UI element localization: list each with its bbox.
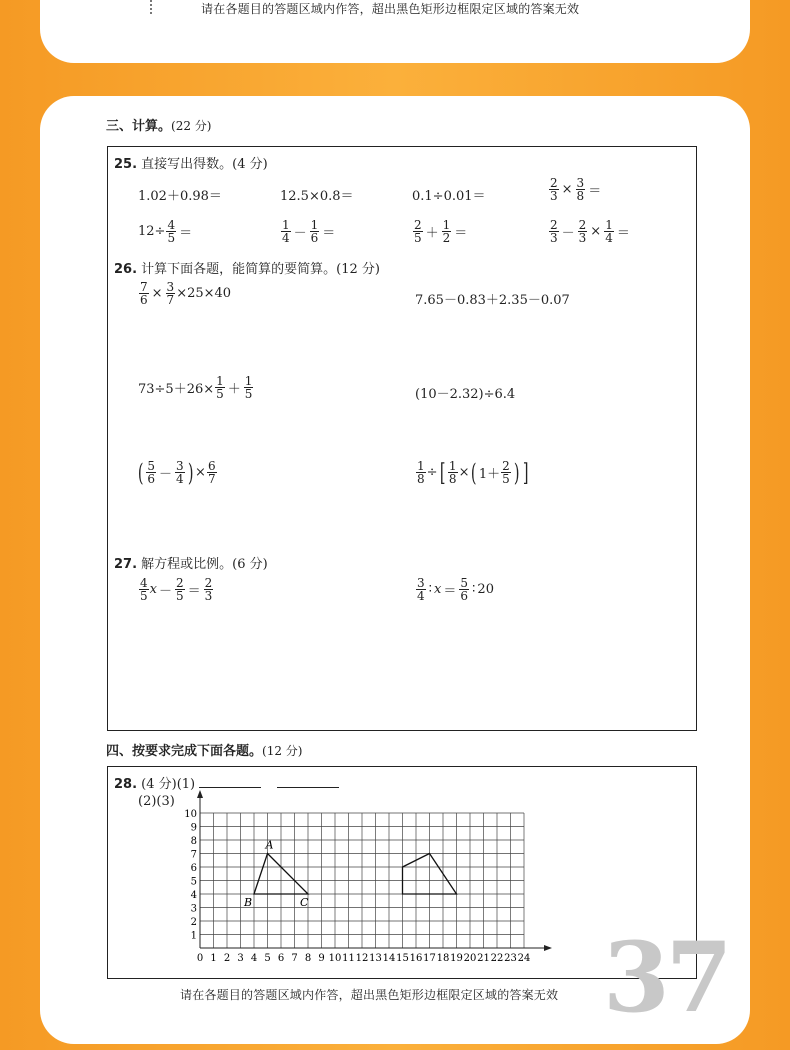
q26-number: 26. <box>114 262 138 277</box>
q26-title-text: 计算下面各题，能简算的要简算。(12 分) <box>141 262 380 277</box>
x-tick-label: 4 <box>250 953 258 964</box>
x-tick-label: 15 <box>396 953 409 964</box>
x-tick-label: 2 <box>223 953 231 964</box>
y-tick-label: 8 <box>190 836 197 847</box>
section-3-title: 三、计算。 <box>106 119 172 134</box>
q25-item-2: 12.5×0.8＝ <box>280 189 354 204</box>
x-tick-label: 9 <box>318 953 325 964</box>
q28-number: 28. <box>114 777 138 792</box>
q26-expr-2: 7.65－0.83＋2.35－0.07 <box>415 293 570 308</box>
section-3-answer-box <box>107 146 697 731</box>
q25-title <box>114 153 268 172</box>
x-tick-label: 0 <box>196 953 204 964</box>
y-tick-label: 6 <box>190 863 197 874</box>
q25-item-1: 1.02＋0.98＝ <box>138 189 222 204</box>
y-tick-label: 10 <box>184 809 197 820</box>
x-tick-label: 11 <box>342 953 355 964</box>
x-tick-label: 8 <box>304 953 312 964</box>
q25-item-8: $\frac{2}{3}$ － $\frac{2}{3}$ × $\frac{1}{4}$ ＝ <box>550 218 630 245</box>
x-tick-label: 10 <box>328 953 342 964</box>
x-tick-label: 20 <box>463 953 477 964</box>
section-4-points: (12 分) <box>262 744 303 758</box>
x-tick-label: 22 <box>490 953 504 964</box>
x-tick-label: 23 <box>504 953 517 964</box>
y-tick-label: 3 <box>190 903 197 915</box>
x-tick-label: 19 <box>450 953 463 964</box>
x-tick-label: 17 <box>423 953 436 964</box>
q26-expr-4: (10－2.32)÷6.4 <box>415 387 516 402</box>
q27-title <box>114 553 268 572</box>
q25-item-5: 12÷ $\frac{4}{5}$ ＝ <box>138 218 193 245</box>
section-4-heading <box>106 740 302 759</box>
section-3-points: (22 分) <box>171 119 212 133</box>
section-3-heading <box>106 115 211 134</box>
q26-title <box>114 258 380 277</box>
q25-item-7: $\frac{2}{5}$ ＋ $\frac{1}{2}$ ＝ <box>414 218 468 245</box>
x-tick-label: 18 <box>436 953 450 964</box>
q25-item-3: 0.1÷0.01＝ <box>412 189 486 204</box>
x-tick-label: 13 <box>369 953 382 964</box>
x-tick-label: 7 <box>291 953 298 964</box>
q25-number: 25. <box>114 157 138 172</box>
triangle-vertex-label: B <box>244 896 253 909</box>
top-notice: 请在各题目的答题区域内作答，超出黑色矩形边框限定区域的答案无效 <box>201 2 580 16</box>
x-tick-label: 14 <box>382 953 396 964</box>
q28-line-2: (2)(3) <box>138 794 175 809</box>
y-tick-label: 4 <box>190 890 197 901</box>
x-tick-label: 3 <box>237 953 244 964</box>
y-axis-arrow <box>197 790 203 798</box>
q28-part-label: (4 分)(1) <box>141 777 196 792</box>
q26-expr-6: $\frac{1}{8}$ ÷ [ $\frac{1}{8}$ × ( 1＋ $\frac{2}{5}$ ) ] <box>417 458 529 487</box>
page-number: 37 <box>603 921 729 1034</box>
q26-expr-3: 73÷5＋26× $\frac{1}{5}$ ＋ $\frac{1}{5}$ <box>138 374 253 401</box>
triangle-vertex-label: A <box>265 838 274 852</box>
y-tick-label: 5 <box>190 876 197 888</box>
x-tick-label: 1 <box>210 953 217 964</box>
y-tick-label: 7 <box>190 849 197 861</box>
answer-sheet-card <box>40 96 750 1044</box>
x-tick-label: 21 <box>477 953 490 964</box>
q27-number: 27. <box>114 557 138 572</box>
q27-proportion: $\frac{3}{4}$ ∶ x ＝ $\frac{5}{6}$ ∶ 20 <box>417 576 494 603</box>
bottom-notice: 请在各题目的答题区域内作答，超出黑色矩形边框限定区域的答案无效 <box>180 988 559 1002</box>
triangle-vertex-label: C <box>300 896 309 909</box>
y-tick-label: 9 <box>190 822 197 834</box>
x-tick-label: 16 <box>409 953 423 964</box>
y-tick-label: 2 <box>190 917 197 928</box>
q27-equation: $\frac{4}{5}$ x － $\frac{2}{5}$ ＝ $\frac{2}{3}$ <box>140 576 213 603</box>
q25-item-6: $\frac{1}{4}$ － $\frac{1}{6}$ ＝ <box>282 218 336 245</box>
previous-page-card <box>40 0 750 63</box>
x-axis-arrow <box>544 945 552 951</box>
x-tick-label: 24 <box>517 953 531 964</box>
q25-title-text: 直接写出得数。(4 分) <box>141 157 268 172</box>
x-tick-label: 12 <box>355 953 369 964</box>
q25-item-4: $\frac{2}{3}$ × $\frac{3}{8}$ ＝ <box>550 176 602 203</box>
x-tick-label: 5 <box>264 953 271 964</box>
y-tick-label: 1 <box>190 930 197 942</box>
binding-dots <box>150 0 152 16</box>
q27-title-text: 解方程或比例。(6 分) <box>141 557 268 572</box>
x-tick-label: 6 <box>277 953 285 964</box>
q26-expr-5: ( $\frac{5}{6}$ － $\frac{3}{4}$ ) × $\frac{6}{7}$ <box>137 458 216 487</box>
q26-expr-1: $\frac{7}{6}$ × $\frac{3}{7}$ ×25×40 <box>140 280 232 307</box>
section-4-title: 四、按要求完成下面各题。 <box>106 744 263 759</box>
